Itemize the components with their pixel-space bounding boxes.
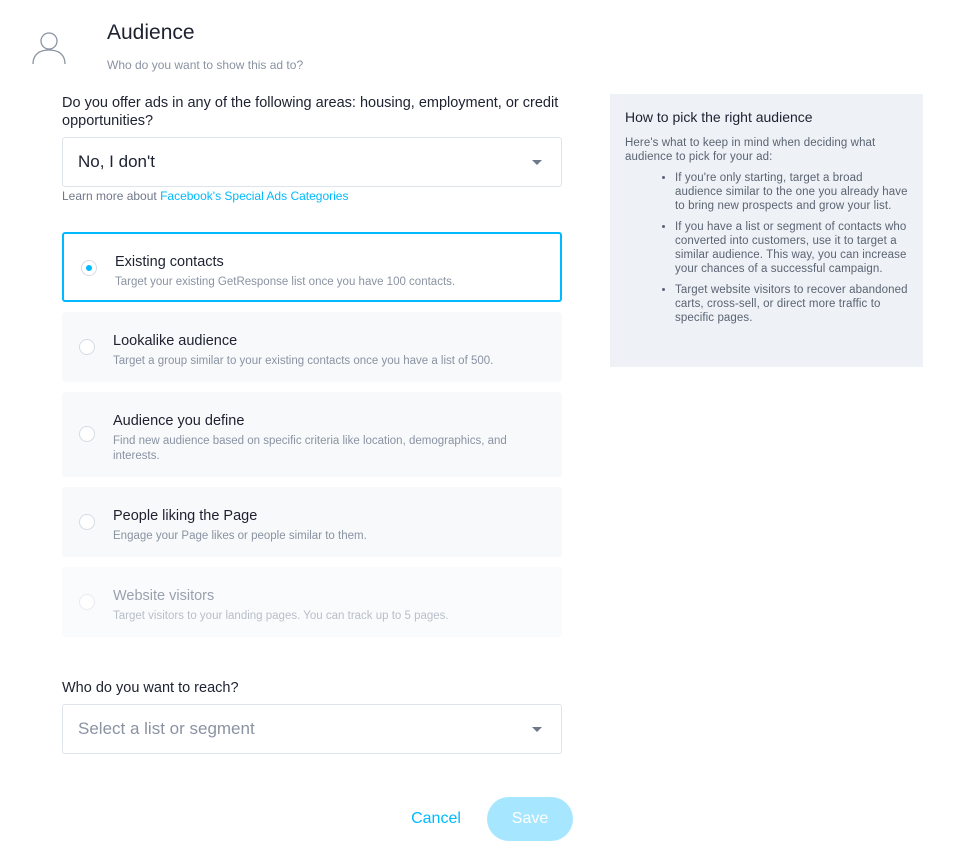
help-panel xyxy=(610,94,923,367)
help-tip: • If you have a list or segment of contacts who converted into customers, use it to target a similar audience. This way, you can increase your chances of a successful campaign. xyxy=(675,220,908,276)
option-description: Target a group similar to your existing contacts once you have a list of 500. xyxy=(113,355,494,367)
option-description: Target visitors to your landing pages. You can track up to 5 pages. xyxy=(113,610,449,622)
list-segment-dropdown[interactable] xyxy=(62,704,562,754)
option-people-liking-page[interactable] xyxy=(62,487,562,557)
option-title: Lookalike audience xyxy=(113,333,238,349)
cancel-button[interactable]: Cancel xyxy=(411,810,461,827)
radio-lookalike-audience[interactable] xyxy=(79,339,95,355)
help-tips-list xyxy=(625,171,908,325)
page-title: Audience xyxy=(107,21,195,44)
help-intro: Here's what to keep in mind when deciding what audience to pick for your ad: xyxy=(625,137,876,163)
list-segment-placeholder: Select a list or segment xyxy=(78,719,255,738)
option-title: Audience you define xyxy=(113,413,245,429)
learn-more-prefix: Learn more about xyxy=(62,189,157,203)
radio-audience-you-define[interactable] xyxy=(79,426,95,442)
option-title: People liking the Page xyxy=(113,508,258,524)
option-description: Find new audience based on specific criteria like location, demographics, and interests. xyxy=(113,435,507,462)
save-button[interactable]: Save xyxy=(487,797,573,841)
radio-existing-contacts[interactable] xyxy=(81,260,97,276)
special-ads-question: Do you offer ads in any of the following areas: housing, employment, or credit opportunities? xyxy=(62,95,559,129)
radio-website-visitors xyxy=(79,594,95,610)
option-title: Website visitors xyxy=(113,588,215,604)
option-description: Target your existing GetResponse list once you have 100 contacts. xyxy=(115,276,456,288)
user-icon xyxy=(30,28,68,66)
option-existing-contacts[interactable] xyxy=(62,232,562,302)
option-title: Existing contacts xyxy=(115,254,224,270)
option-audience-you-define[interactable] xyxy=(62,392,562,477)
radio-people-liking-page[interactable] xyxy=(79,514,95,530)
option-website-visitors xyxy=(62,567,562,637)
special-ads-categories-link[interactable]: Facebook's Special Ads Categories xyxy=(160,189,349,203)
page-subtitle: Who do you want to show this ad to? xyxy=(107,58,304,72)
option-lookalike-audience[interactable] xyxy=(62,312,562,382)
chevron-down-icon xyxy=(532,160,542,165)
reach-label: Who do you want to reach? xyxy=(62,680,239,696)
special-ads-dropdown[interactable] xyxy=(62,137,562,187)
help-title: How to pick the right audience xyxy=(625,109,813,125)
special-ads-selected-value: No, I don't xyxy=(78,152,155,171)
option-description: Engage your Page likes or people similar to them. xyxy=(113,530,367,542)
help-tip: • Target website visitors to recover abandoned carts, cross-sell, or direct more traffic to specific pages. xyxy=(675,283,908,325)
learn-more-text xyxy=(62,189,348,203)
help-tip: • If you're only starting, target a broad audience similar to the one you already have to bring new prospects and grow your list. xyxy=(675,171,908,213)
chevron-down-icon xyxy=(532,727,542,732)
